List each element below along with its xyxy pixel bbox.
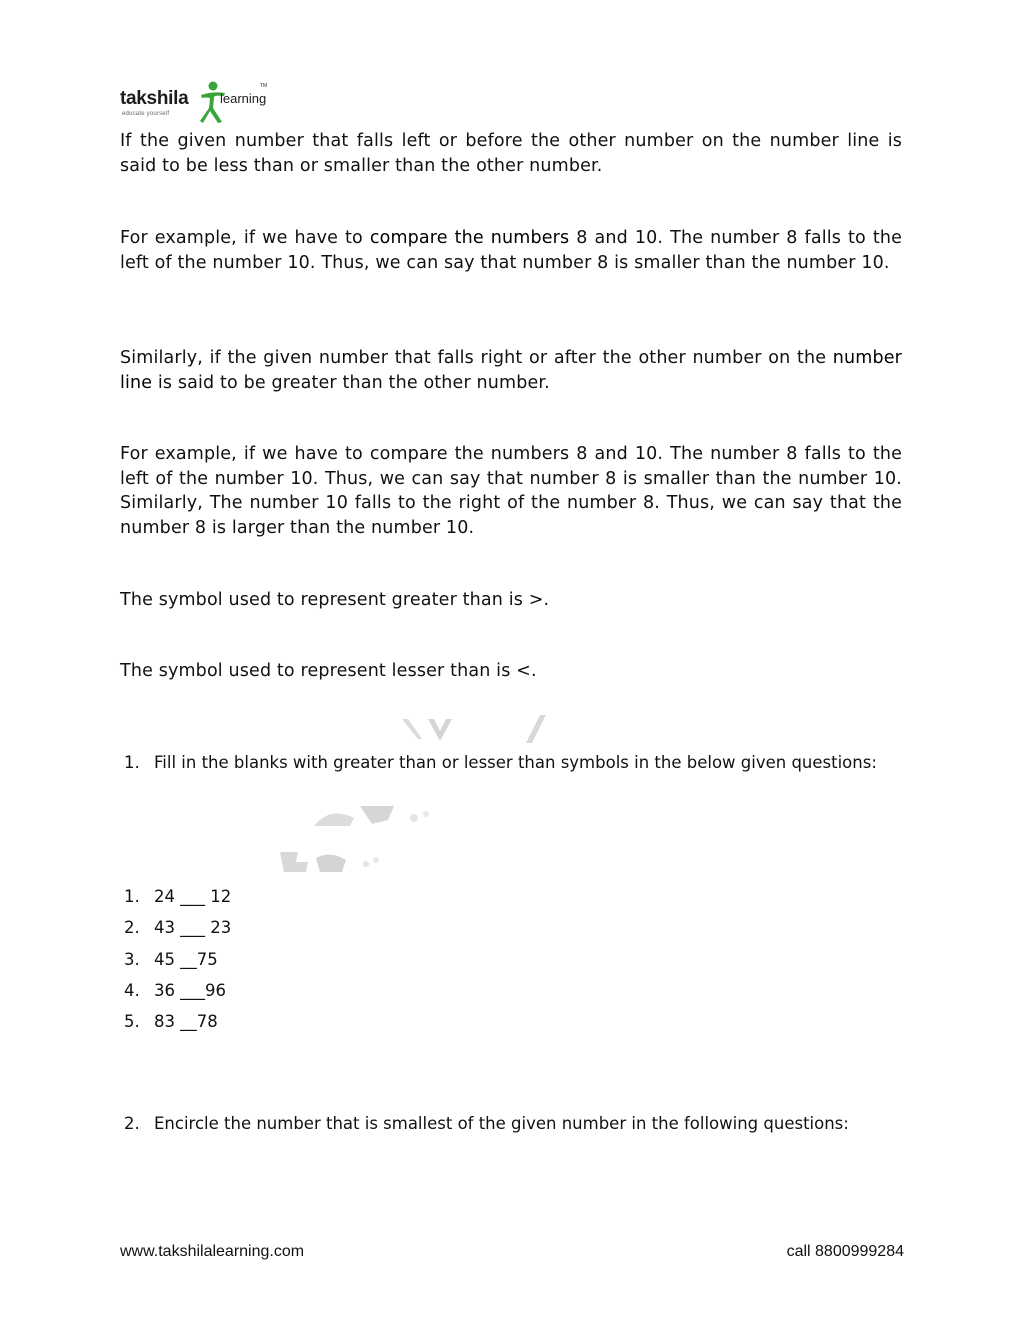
paragraph-4: For example, if we have to compare the numbers 8 and 10. The number 8 falls to the left of the number 10. Thus, we can say that number 8 is smaller than the number 10. Similarly, The number 10 falls to the right of the number 8. Thus, we can say that the number 8 is larger than the number 10. <box>120 444 902 538</box>
paragraph-2-keyword: compare the numbers <box>369 228 570 248</box>
paragraph-3-text-a: Similarly, if the given number that falls right or after the other number on the <box>120 348 833 368</box>
question-1 <box>124 747 904 779</box>
logo-tm: TM <box>260 83 268 89</box>
paragraph-3-text-b: is said to be greater than the other number. <box>152 372 550 393</box>
paragraph-2-text-a: For example, if we have to <box>120 228 370 248</box>
watermark-fragment-1 <box>400 715 560 745</box>
logo-brand-text: takshila <box>120 88 189 109</box>
paragraph-3 <box>120 346 902 395</box>
list-item-number: 3. <box>124 949 140 969</box>
list-item-number: 5. <box>124 1012 140 1032</box>
paragraph-2 <box>120 226 902 275</box>
list-item-number: 2. <box>124 918 140 938</box>
paragraph-2-text-b: 8 and 10. The number 8 falls to the left of the number 10. Thus, we can say that number 8 is smaller than the number 10. <box>120 228 902 273</box>
footer-phone: call 8800999284 <box>786 1243 904 1260</box>
watermark-fragment-3 <box>278 848 393 878</box>
list-item-text: 83 __78 <box>154 1012 218 1032</box>
list-item-text: 45 __75 <box>154 949 218 969</box>
paragraph-5: The symbol used to represent greater than is >. <box>120 590 550 610</box>
paragraph-3-keyword: number line <box>120 348 902 393</box>
list-item-number: 1. <box>124 887 140 906</box>
watermark-fragment-2 <box>310 800 440 832</box>
list-item-text: 24 ___ 12 <box>154 887 232 906</box>
footer-website[interactable]: www.takshilalearning.com <box>120 1243 305 1260</box>
paragraph-1: If the given number that falls left or before the other number on the number line is said to be less than or smaller than the other number. <box>120 131 902 176</box>
takshila-logo <box>120 80 280 126</box>
question-1-text: Fill in the blanks with greater than or lesser than symbols in the below given questions: <box>154 753 877 772</box>
question-2 <box>124 1108 904 1140</box>
list-item-text: 36 ___96 <box>154 980 226 1000</box>
question-2-text: Encircle the number that is smallest of the given number in the following questions: <box>154 1114 849 1133</box>
logo-learning-text: learning <box>220 91 267 106</box>
paragraph-6: The symbol used to represent lesser than is <. <box>120 661 537 681</box>
question-2-number: 2. <box>124 1114 140 1133</box>
logo-tagline: educate yourself <box>122 111 170 117</box>
question-1-number: 1. <box>124 753 140 772</box>
list-item-text: 43 ___ 23 <box>154 918 232 938</box>
list-item-number: 4. <box>124 980 140 1000</box>
